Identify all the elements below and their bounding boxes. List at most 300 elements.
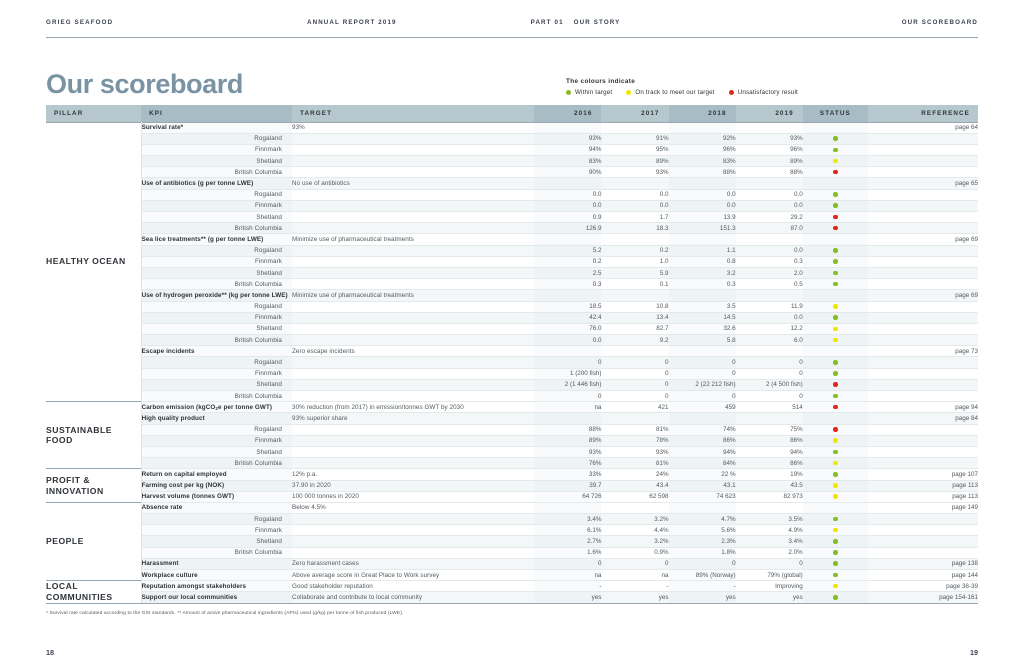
value-cell-2016: na (534, 570, 601, 581)
value-cell-2016: 2 (1 446 fish) (534, 379, 601, 390)
kpi-region-cell: Finnmark (141, 368, 292, 379)
reference-cell (868, 525, 978, 536)
kpi-region-cell: Finnmark (141, 256, 292, 267)
green-status-dot-icon (833, 203, 838, 208)
kpi-region-cell: Shetland (141, 212, 292, 223)
kpi-region-cell: Shetland (141, 267, 292, 278)
value-cell-2018: 1.1 (669, 245, 736, 256)
footnote: * Survival rate calculated according to the GSI standards. ** Amount of active pharmaceutical ingredients (APIs) used (g/kg) per tonne of fish produced (LWE). (46, 611, 404, 617)
page-number-right: 19 (970, 648, 978, 657)
value-cell-2016 (534, 178, 601, 189)
green-status-dot-icon (566, 90, 571, 95)
runhead-section: OUR SCOREBOARD (901, 18, 978, 26)
status-cell (803, 234, 868, 245)
green-status-dot-icon (833, 573, 838, 578)
kpi-name-cell: Harassment (141, 558, 292, 569)
table-row (46, 178, 978, 189)
value-cell-2019: 89% (736, 156, 803, 167)
reference-cell: page 69 (868, 290, 978, 301)
page-numbers (46, 648, 978, 657)
target-cell (292, 223, 534, 234)
value-cell-2016: 39.7 (534, 480, 601, 491)
value-cell-2018: 2 (22 212 fish) (669, 379, 736, 390)
value-cell-2017: na (601, 570, 668, 581)
runhead-report: ANNUAL REPORT 2019 (306, 18, 397, 26)
kpi-name-cell: High quality product (141, 413, 292, 424)
status-cell (803, 547, 868, 558)
status-cell (803, 424, 868, 435)
red-status-dot-icon (833, 226, 838, 231)
value-cell-2018: 94% (669, 446, 736, 457)
red-status-dot-icon (833, 170, 838, 175)
value-cell-2018: 5.8 (669, 335, 736, 346)
reference-cell: page 65 (868, 178, 978, 189)
table-row (46, 458, 978, 469)
value-cell-2019: 87.0 (736, 223, 803, 234)
reference-cell (868, 536, 978, 547)
kpi-region-cell: British Columbia (141, 167, 292, 178)
target-cell (292, 424, 534, 435)
value-cell-2019 (736, 502, 803, 513)
status-cell (803, 469, 868, 480)
value-cell-2016: 0 (534, 357, 601, 368)
value-cell-2016: 3.4% (534, 514, 601, 525)
target-cell (292, 514, 534, 525)
legend-item-label: On track to meet our target (635, 89, 715, 96)
target-cell: Zero escape incidents (292, 346, 534, 357)
value-cell-2018: 84% (669, 458, 736, 469)
table-row (46, 346, 978, 357)
yellow-status-dot-icon (833, 327, 838, 332)
value-cell-2019: 0.5 (736, 279, 803, 290)
target-cell: Zero harassment cases (292, 558, 534, 569)
kpi-region-cell: Finnmark (141, 144, 292, 155)
yellow-status-dot-icon (833, 461, 838, 466)
status-cell (803, 581, 868, 592)
status-cell (803, 122, 868, 133)
yellow-status-dot-icon (833, 584, 838, 589)
reference-cell (868, 223, 978, 234)
header-row (46, 105, 978, 122)
value-cell-2017: 0 (601, 379, 668, 390)
value-cell-2019: 29.2 (736, 212, 803, 223)
value-cell-2017 (601, 178, 668, 189)
status-cell (803, 413, 868, 424)
reference-cell: page 64 (868, 122, 978, 133)
kpi-region-cell: Shetland (141, 379, 292, 390)
yellow-status-dot-icon (833, 338, 838, 343)
reference-cell (868, 368, 978, 379)
reference-cell: page 138 (868, 558, 978, 569)
value-cell-2017 (601, 290, 668, 301)
kpi-region-cell: Rogaland (141, 189, 292, 200)
status-cell (803, 144, 868, 155)
value-cell-2019: Improving (736, 581, 803, 592)
table-row (46, 156, 978, 167)
table-row (46, 223, 978, 234)
reference-cell (868, 335, 978, 346)
reference-cell: page 84 (868, 413, 978, 424)
table-row (46, 279, 978, 290)
status-cell (803, 301, 868, 312)
value-cell-2017 (601, 502, 668, 513)
value-cell-2017: 0.9% (601, 547, 668, 558)
green-status-dot-icon (833, 561, 838, 566)
table-body (46, 122, 978, 603)
status-cell (803, 267, 868, 278)
value-cell-2018: 0.3 (669, 279, 736, 290)
green-status-dot-icon (833, 136, 838, 141)
target-cell: Good stakeholder reputation (292, 581, 534, 592)
value-cell-2016: 93% (534, 446, 601, 457)
runhead-part-number: PART 01 (530, 18, 564, 26)
target-cell (292, 435, 534, 446)
status-cell (803, 256, 868, 267)
status-cell (803, 368, 868, 379)
value-cell-2017 (601, 346, 668, 357)
legend-title: The colours indicate (566, 78, 636, 85)
value-cell-2018: 459 (669, 402, 736, 413)
value-cell-2017: - (601, 581, 668, 592)
value-cell-2018: 1.8% (669, 547, 736, 558)
value-cell-2019: 0 (736, 368, 803, 379)
value-cell-2017: yes (601, 592, 668, 603)
target-cell (292, 391, 534, 402)
value-cell-2019: 86% (736, 458, 803, 469)
reference-cell (868, 267, 978, 278)
status-cell (803, 391, 868, 402)
value-cell-2017: 3.2% (601, 536, 668, 547)
kpi-region-cell: Rogaland (141, 514, 292, 525)
value-cell-2018: 13.9 (669, 212, 736, 223)
status-cell (803, 592, 868, 603)
reference-cell (868, 133, 978, 144)
kpi-name-cell: Use of hydrogen peroxide** (kg per tonne LWE) (141, 290, 292, 301)
reference-cell: page 144 (868, 570, 978, 581)
green-status-dot-icon (833, 282, 838, 287)
pillar-cell: HEALTHY OCEAN (46, 122, 141, 402)
table-row (46, 525, 978, 536)
kpi-region-cell: Rogaland (141, 133, 292, 144)
status-cell (803, 514, 868, 525)
value-cell-2017: 1.0 (601, 256, 668, 267)
table-row (46, 144, 978, 155)
value-cell-2016: 64 726 (534, 491, 601, 502)
green-status-dot-icon (833, 248, 838, 253)
reference-cell (868, 212, 978, 223)
reference-cell: page 154-161 (868, 592, 978, 603)
value-cell-2019: 2 (4 500 fish) (736, 379, 803, 390)
value-cell-2018: 14.5 (669, 312, 736, 323)
table-row (46, 368, 978, 379)
reference-cell (868, 458, 978, 469)
th-status: STATUS (803, 105, 868, 122)
reference-cell (868, 312, 978, 323)
target-cell: Minimize use of pharmaceutical treatments (292, 290, 534, 301)
value-cell-2017: 82.7 (601, 323, 668, 334)
status-cell (803, 525, 868, 536)
status-cell (803, 167, 868, 178)
table-row (46, 413, 978, 424)
reference-cell: page 149 (868, 502, 978, 513)
yellow-status-dot-icon (833, 304, 838, 309)
reference-cell (868, 547, 978, 558)
green-status-dot-icon (833, 539, 838, 544)
value-cell-2017: 43.4 (601, 480, 668, 491)
value-cell-2019: 43.5 (736, 480, 803, 491)
value-cell-2016: 0 (534, 391, 601, 402)
reference-cell: page 94 (868, 402, 978, 413)
status-cell (803, 290, 868, 301)
reference-cell (868, 379, 978, 390)
target-cell (292, 144, 534, 155)
yellow-status-dot-icon (833, 528, 838, 533)
value-cell-2018: 92% (669, 133, 736, 144)
colour-legend (566, 78, 978, 98)
table-row (46, 189, 978, 200)
green-status-dot-icon (833, 259, 838, 264)
table-row (46, 581, 978, 592)
value-cell-2016: 5.2 (534, 245, 601, 256)
th-pillar: PILLAR (46, 105, 141, 122)
pillar-cell: LOCAL COMMUNITIES (46, 581, 141, 603)
value-cell-2018: 22 % (669, 469, 736, 480)
reference-cell: page 107 (868, 469, 978, 480)
kpi-region-cell: Finnmark (141, 435, 292, 446)
green-status-dot-icon (833, 315, 838, 320)
target-cell: 37.90 in 2020 (292, 480, 534, 491)
kpi-region-cell: Finnmark (141, 200, 292, 211)
value-cell-2017: 93% (601, 446, 668, 457)
value-cell-2016: 6.1% (534, 525, 601, 536)
value-cell-2016: 0.0 (534, 335, 601, 346)
value-cell-2019: 2.0% (736, 547, 803, 558)
reference-cell (868, 301, 978, 312)
value-cell-2017: 18.3 (601, 223, 668, 234)
table-row (46, 200, 978, 211)
table-row (46, 234, 978, 245)
kpi-name-cell: Reputation amongst stakeholders (141, 581, 292, 592)
reference-cell (868, 189, 978, 200)
target-cell (292, 323, 534, 334)
table-row (46, 167, 978, 178)
status-cell (803, 379, 868, 390)
table-row (46, 558, 978, 569)
value-cell-2019: 3.5% (736, 514, 803, 525)
value-cell-2018: 0.8 (669, 256, 736, 267)
value-cell-2016: 0 (534, 558, 601, 569)
value-cell-2018: yes (669, 592, 736, 603)
value-cell-2017: 0 (601, 357, 668, 368)
green-status-dot-icon (833, 595, 838, 600)
table-row (46, 267, 978, 278)
value-cell-2017: 89% (601, 156, 668, 167)
table-row (46, 570, 978, 581)
value-cell-2019: 11.9 (736, 301, 803, 312)
reference-cell (868, 200, 978, 211)
value-cell-2018: - (669, 581, 736, 592)
kpi-name-cell: Harvest volume (tonnes GWT) (141, 491, 292, 502)
value-cell-2017: 0 (601, 558, 668, 569)
value-cell-2016 (534, 502, 601, 513)
th-2017: 2017 (601, 105, 668, 122)
target-cell (292, 167, 534, 178)
value-cell-2016 (534, 122, 601, 133)
green-status-dot-icon (833, 148, 838, 153)
status-cell (803, 178, 868, 189)
legend-items (566, 89, 978, 96)
target-cell (292, 133, 534, 144)
reference-cell: page 73 (868, 346, 978, 357)
value-cell-2017 (601, 122, 668, 133)
value-cell-2017 (601, 413, 668, 424)
kpi-name-cell: Use of antibiotics (g per tonne LWE) (141, 178, 292, 189)
target-cell (292, 212, 534, 223)
pillar-cell: PROFIT & INNOVATION (46, 469, 141, 503)
reference-cell (868, 435, 978, 446)
yellow-status-dot-icon (626, 90, 631, 95)
value-cell-2016: 0.2 (534, 256, 601, 267)
value-cell-2018 (669, 413, 736, 424)
table-row (46, 357, 978, 368)
value-cell-2016: 76% (534, 458, 601, 469)
status-cell (803, 189, 868, 200)
red-status-dot-icon (833, 382, 838, 387)
kpi-region-cell: Rogaland (141, 357, 292, 368)
value-cell-2017: 81% (601, 458, 668, 469)
yellow-status-dot-icon (833, 159, 838, 164)
value-cell-2019 (736, 346, 803, 357)
value-cell-2017: 5.9 (601, 267, 668, 278)
table-row (46, 480, 978, 491)
target-cell (292, 458, 534, 469)
table-row (46, 536, 978, 547)
table-bottom-rule (46, 603, 978, 604)
value-cell-2016: 0.0 (534, 189, 601, 200)
value-cell-2016: 18.5 (534, 301, 601, 312)
value-cell-2018: 3.5 (669, 301, 736, 312)
red-status-dot-icon (833, 405, 838, 410)
value-cell-2019: yes (736, 592, 803, 603)
target-cell: Below 4.5% (292, 502, 534, 513)
target-cell (292, 312, 534, 323)
kpi-name-cell: Support our local communities (141, 592, 292, 603)
value-cell-2018 (669, 178, 736, 189)
table-row (46, 301, 978, 312)
value-cell-2019: 3.4% (736, 536, 803, 547)
kpi-name-cell: Farming cost per kg (NOK) (141, 480, 292, 491)
status-cell (803, 312, 868, 323)
target-cell (292, 156, 534, 167)
page-title: Our scoreboard (46, 69, 243, 99)
table-row (46, 424, 978, 435)
value-cell-2018: 89% (Norway) (669, 570, 736, 581)
value-cell-2018: 151.3 (669, 223, 736, 234)
th-2018: 2018 (669, 105, 736, 122)
target-cell (292, 536, 534, 547)
value-cell-2016: 126.9 (534, 223, 601, 234)
value-cell-2019 (736, 122, 803, 133)
kpi-region-cell: Finnmark (141, 525, 292, 536)
value-cell-2019: 0.3 (736, 256, 803, 267)
target-cell: 30% reduction (from 2017) in emission/tonnes GWT by 2030 (292, 402, 534, 413)
kpi-name-cell: Workplace culture (141, 570, 292, 581)
value-cell-2019: 6.0 (736, 335, 803, 346)
value-cell-2019 (736, 413, 803, 424)
value-cell-2016: 83% (534, 156, 601, 167)
value-cell-2019 (736, 234, 803, 245)
value-cell-2018: 2.3% (669, 536, 736, 547)
value-cell-2016: 42.4 (534, 312, 601, 323)
target-cell: 12% p.a. (292, 469, 534, 480)
reference-cell (868, 279, 978, 290)
value-cell-2018: 74 623 (669, 491, 736, 502)
status-cell (803, 245, 868, 256)
value-cell-2019: 514 (736, 402, 803, 413)
table-row (46, 446, 978, 457)
target-cell: 100 000 tonnes in 2020 (292, 491, 534, 502)
value-cell-2019: 0.0 (736, 189, 803, 200)
yellow-status-dot-icon (833, 494, 838, 499)
status-cell (803, 212, 868, 223)
value-cell-2019: 0 (736, 391, 803, 402)
green-status-dot-icon (833, 450, 838, 455)
reference-cell: page 69 (868, 234, 978, 245)
value-cell-2017: 62 598 (601, 491, 668, 502)
value-cell-2016: - (534, 581, 601, 592)
value-cell-2019: 96% (736, 144, 803, 155)
target-cell (292, 525, 534, 536)
value-cell-2017: 3.2% (601, 514, 668, 525)
target-cell (292, 547, 534, 558)
target-cell (292, 267, 534, 278)
status-cell (803, 570, 868, 581)
value-cell-2017: 421 (601, 402, 668, 413)
value-cell-2019: 19% (736, 469, 803, 480)
target-cell (292, 245, 534, 256)
scoreboard-table (46, 105, 978, 603)
th-kpi: KPI (141, 105, 292, 122)
value-cell-2017: 78% (601, 435, 668, 446)
kpi-region-cell: British Columbia (141, 279, 292, 290)
reference-cell (868, 514, 978, 525)
value-cell-2017: 0.1 (601, 279, 668, 290)
value-cell-2017: 10.8 (601, 301, 668, 312)
value-cell-2019: 94% (736, 446, 803, 457)
value-cell-2018: 0.0 (669, 189, 736, 200)
table-row (46, 379, 978, 390)
reference-cell (868, 156, 978, 167)
value-cell-2018: 0 (669, 391, 736, 402)
kpi-name-cell: Sea lice treatments** (g per tonne LWE) (141, 234, 292, 245)
table-row (46, 312, 978, 323)
value-cell-2016 (534, 234, 601, 245)
red-status-dot-icon (833, 215, 838, 220)
target-cell: Minimize use of pharmaceutical treatments (292, 234, 534, 245)
kpi-region-cell: Rogaland (141, 424, 292, 435)
value-cell-2018 (669, 346, 736, 357)
kpi-region-cell: British Columbia (141, 458, 292, 469)
value-cell-2019: 82 973 (736, 491, 803, 502)
header-divider (46, 37, 978, 38)
kpi-region-cell: British Columbia (141, 547, 292, 558)
kpi-region-cell: British Columbia (141, 223, 292, 234)
table-row (46, 335, 978, 346)
runhead-company: GRIEG SEAFOOD (46, 18, 114, 26)
value-cell-2018: 96% (669, 144, 736, 155)
legend-item-green (566, 89, 612, 96)
value-cell-2016: na (534, 402, 601, 413)
